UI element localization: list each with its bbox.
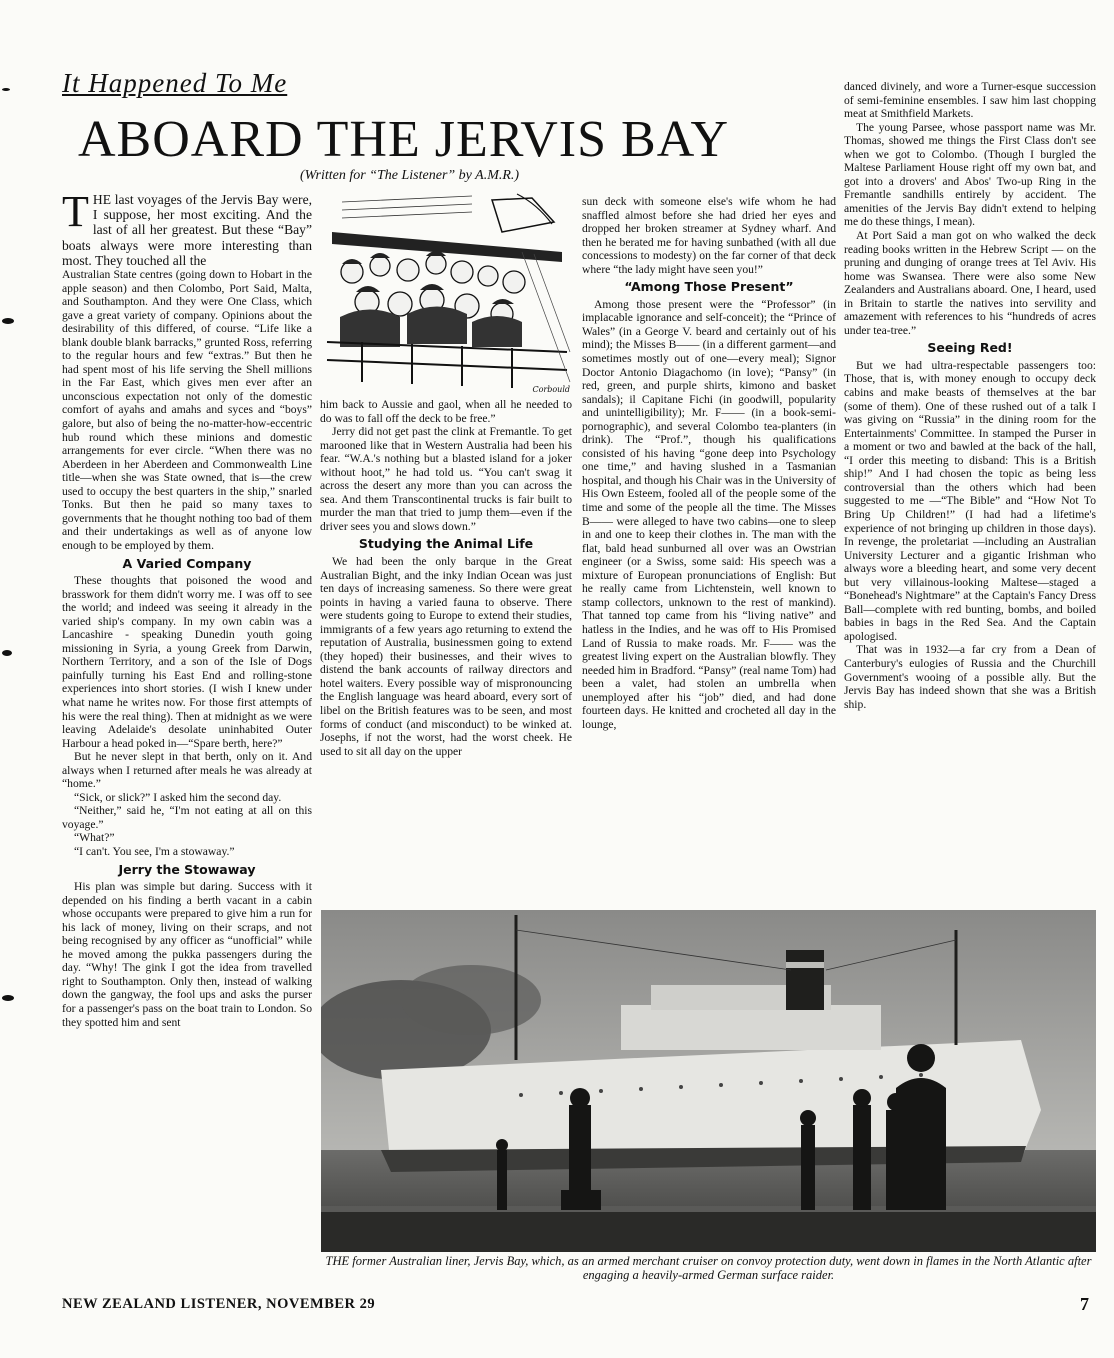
byline: (Written for “The Listener” by A.M.R.) bbox=[300, 168, 520, 183]
paragraph: But he never slept in that berth, only on it. And always when I returned after meals he was already at “home.” bbox=[62, 750, 312, 791]
lead-text: HE last voyages of the Jervis Bay were, I suppose, her most exciting. And the last of all her greatest. But these “Bay” boats always were more interesting than most. They touched all the bbox=[62, 192, 312, 268]
subheading: “Among Those Present” bbox=[624, 279, 794, 295]
illustration-signature: Corbould bbox=[532, 385, 570, 394]
drop-cap: T bbox=[62, 187, 89, 236]
paragraph: The young Parsee, whose passport name was Mr. Thomas, showed me things the First Class don't see when we got to Colombo. (Though I burgled the Maltese Parliament House right off my own bat, and got into a drovers' and Abos' Two-up Ring in the Fremantle sandhills entirely by accident. The amenities of the Jervis Bay didn't extend to helping me do these things, I mean). bbox=[844, 120, 1096, 229]
paragraph: danced divinely, and wore a Turner-esque succession of semi-feminine ensembles. I saw him last chopping meat at Smithfield Markets. bbox=[844, 80, 1096, 121]
paragraph: “I can't. You see, I'm a stowaway.” bbox=[74, 844, 235, 858]
paragraph: Jerry did not get past the clink at Fremantle. To get marooned like that in Western Australia had been his fear. “W.A.'s nothing but a blasted island for a joker without hoot,” he had told us. “You can't swag it across the desert any more than you can across the sea. And them Transcontinental trucks is fair built to murder the man that tried to jump them—even if the driver sees you and slows down.” bbox=[320, 425, 572, 533]
paragraph: Australian State centres (going down to Hobart in the apple season) and then Colombo, Port Said, Malta, and Southampton. And they were One Class, which gave a great variety of company. Opinions about the desirability of this differed, of course. “Life like a blank double blank barracks,” grunted Ross, referring to the regular hours and few “extras.” But then he had spent most of his life serving the Shell millions in the Far East, which gives men ever after an unconscious expectation not only of the domestic comfort of ayahs and amahs and syces and “boys” galore, but also of being the no-matter-how-eccentric hub round which these minions and domestic arrangements for ever circle. “When there was no Aberdeen in her Aberdeen and Commonwealth Line title—when she was State owned, that is—the crew used to occupy the best quarters in the ship,” snarled Tonks. But then he paid so many taxes to governments that he thought nothing too bad of them and their undertakings as well as of anyone low enough to be employed by them. bbox=[62, 268, 312, 552]
paragraph: “Sick, or slick?” I asked him the second day. bbox=[74, 790, 282, 804]
paragraph: Among those present were the “Professor” (in implacable ignorance and self-conceit); the “Prince of Wales” (in a George V. beard and certainly out of his mind); the Misses B—— (in a different garment—and sometimes mostly out of one—every meal); Signor Doctor Antonio Diagachomo (in love); “Pansy” (in red, green, and purple shirts, kimono and basket sandals); il Capitane Fichi (in goodwill, popularity and unintelligibility); Mr. F—— (in a book-semi-pornographic), and several Colombo tea-planters (in drink). The “Prof.”, though his qualifications consisted of his having “gone deep into Psychology one time,” and having slushed in a Tasmanian hospital, and though his Chair was in the University of His Own Esteem, fooled all of the people some of the time and some of the people all the time. The Misses B—— were alleged to have two cabins—one to sleep in and one to keep their clothes in. The man with the flat, bald head sunburned all over was an Owstrian engineer (or a Swiss, some said: His speech was a mixture of European pronunciations of English: But he really came from Lichtenstein, well known to stamp collectors, unknown to the rest of mankind). That tanned top came from his “living native” and hatless in the Indies, and he was off to His Promised Land of Russia to make roads. Mr. F—— was the greatest living expert on the Australian blowfly. They needed him in Bradford. “Pansy” (real name Tom) had been a valet, had stolen an umbrella when unemployed after his “job” died, and had done fourteen days. He knitted and crocheted all day in the lounge, bbox=[582, 297, 836, 731]
jervis-bay-photograph bbox=[321, 910, 1096, 1252]
subheading: Studying the Animal Life bbox=[358, 536, 534, 552]
footer-publication: NEW ZEALAND LISTENER, NOVEMBER 29 bbox=[62, 1296, 376, 1312]
lead-paragraph bbox=[62, 187, 312, 268]
paragraph: “What?” bbox=[74, 831, 115, 845]
deck-illustration bbox=[322, 192, 572, 392]
paragraph: We had been the only barque in the Great Australian Bight, and the inky Indian Ocean was just ten days of increasing sameness. So there were great points in having a varied fauna to observe. There were students going to Europe to extend their studies, immigrants of a few years ago returning to extend the reputation of Australia, businessmen going to extend (they hoped) their businesses, and their wives to distend the bank accounts of railway directors and hotel waiters. Every possible way of mispronouncing the English language was heard aboard, every sort of libel on the British features was to be seen, and most forms of conduct (and misconduct) to be winked at. Josephs, if not the worst, had the worst cheek. He used to sit all day on the upper bbox=[320, 555, 572, 758]
column-1 bbox=[62, 187, 312, 1029]
margin-mark bbox=[2, 88, 10, 91]
column-4 bbox=[844, 80, 1096, 711]
paragraph: sun deck with someone else's wife whom he had snaffled almost before she had dried her eyes and dropped her broken streamer at Sydney wharf. And then he berated me for having sunbathed (with all due concessions to modesty) on the far corner of that deck where “the lady might have seen you!” bbox=[582, 195, 836, 276]
paragraph: At Port Said a man got on who walked the deck reading books written in the Hebrew Script — on the pruning and dunging of orange trees at Tel Aviv. His home was Swansea. There were also some New Zealanders and Australians aboard. One, I heard, used in Britain to startle the natives into servility and amazement with references to his “hundreds of acres under tea-tree.” bbox=[844, 229, 1096, 337]
column-3 bbox=[582, 195, 836, 731]
subheading: Seeing Red! bbox=[927, 340, 1013, 356]
column-2 bbox=[320, 398, 572, 758]
paragraph: That was in 1932—a far cry from a Dean of Canterbury's eulogies of Russia and the Churchill Government's wooing of a possible ally. But the Jervis Bay has indeed shown that she was a British ship. bbox=[844, 643, 1096, 711]
paragraph: him back to Aussie and gaol, when all he needed to do was to fall off the deck to be free.” bbox=[320, 398, 572, 425]
kicker: It Happened To Me bbox=[62, 68, 288, 98]
paragraph: But we had ultra-respectable passengers too: Those, that is, with money enough to occupy deck cabins and make beasts of themselves at the bar (some of them). One of these rushed out of a talk I was giving on “Russia” in the dining room for the Entertainments' Committee. In stamped the Purser in a moment or two and bawled at the back of the hall, “I order this meeting to disband: This is a British ship!” And I had chosen the topic as being less controversial than the others which had been suggested to me —“The Bible” and “How Not To Bring Up Children!” (I had had a lifetime's experience of not bringing up children in those days). In revenge, the proletariat —including an Australian University Lecturer and a gigantic Irishman who always wore a bleeding heart, and some very decent but very villainous-looking Maltese—staged a “Bonehead's Nightmare” at the Captain's Fancy Dress Ball—complete with red bunting, bombs, and boiled babies in bags in the Red Sea. And the Captain apologised. bbox=[844, 358, 1096, 643]
margin-mark bbox=[2, 995, 14, 1001]
margin-mark bbox=[2, 650, 12, 656]
ship-at-dock-photo bbox=[321, 910, 1096, 1252]
paragraph: “Neither,” said he, “I'm not eating at all on this voyage.” bbox=[62, 804, 312, 831]
headline: ABOARD THE JERVIS BAY bbox=[78, 111, 730, 168]
photo-caption: THE former Australian liner, Jervis Bay, which, as an armed merchant cruiser on convoy protection duty, went down in flames in the North Atlantic after engaging a heavily-armed German surface raider. bbox=[325, 1254, 1092, 1282]
subheading: A Varied Company bbox=[122, 555, 252, 571]
subheading: Jerry the Stowaway bbox=[118, 861, 256, 877]
page-number: 7 bbox=[1080, 1294, 1089, 1314]
paragraph: His plan was simple but daring. Success with it depended on his finding a berth vacant in a cabin whose occupants were prepared to give him a run for his lack of money, living on their scraps, and not being recognised by any officer as “unofficial” while he moved among the pukka passengers during the day. “Why! The gink I got the idea from travelled right to Southampton. Only then, instead of walking down the gangway, the fool ups and asks the purser for a passenger's pass on the boat train to London. So they spotted him and sent bbox=[62, 880, 312, 1029]
passengers-on-deck-drawing bbox=[322, 192, 572, 392]
margin-mark bbox=[2, 318, 14, 324]
paragraph: These thoughts that poisoned the wood and brasswork for them didn't worry me. I was off to see the world; and indeed was seeing it already in the varied ship's company. In my own cabin was a Lancashire - speaking Dunedin youth going missioning in Syria, a young Greek from Darwin, Northern Territory, and a son of the Isle of Dogs painfully turning his East End and rolling-stone experiences into short stories. (I wish I knew under what name he writes now. For those first attempts of his were the real thing). Then at midnight as we were leaving Adelaide's desolate uninhabited Outer Harbour a head poked in—“Spare berth, here?” bbox=[62, 574, 312, 750]
